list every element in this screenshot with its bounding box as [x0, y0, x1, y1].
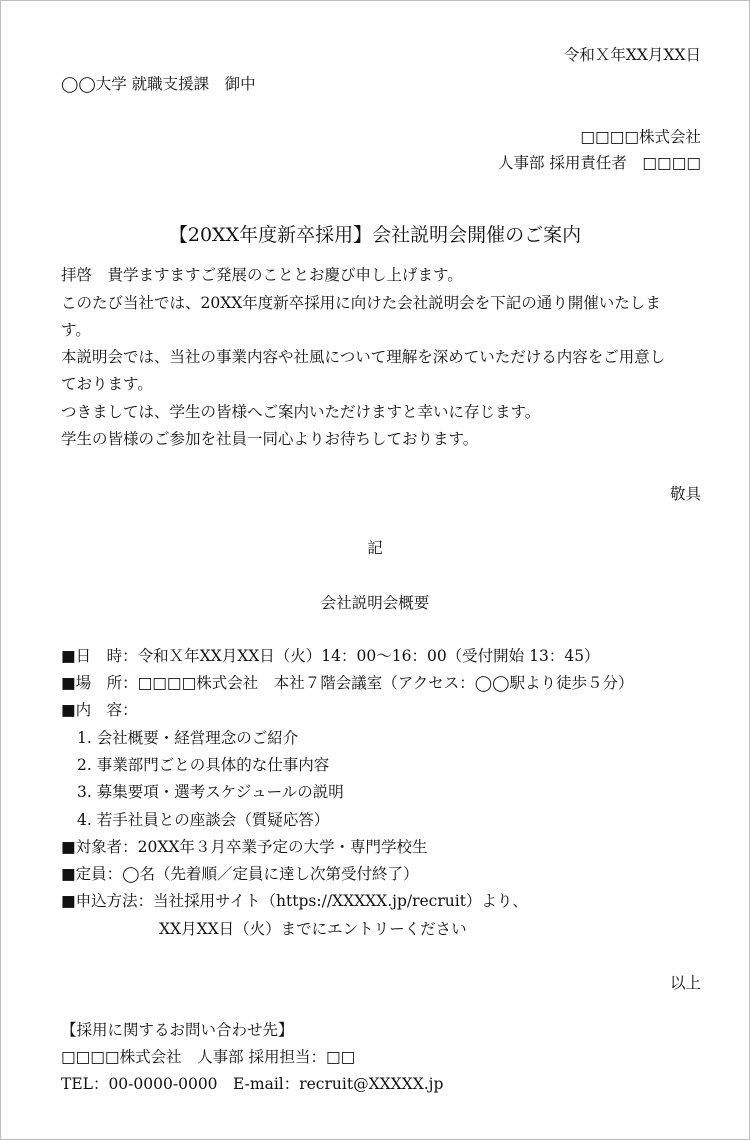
detail-content-label: ■内 容： — [61, 701, 138, 719]
content-item: 2. 事業部門ごとの具体的な仕事内容 — [77, 756, 330, 774]
detail-target: ■対象者：20XX年３月卒業予定の大学・専門学校生 — [61, 838, 428, 856]
contact-line: □□□□株式会社 人事部 採用担当：□□ — [61, 1048, 356, 1066]
body-line: 拝啓 貴学ますますご発展のこととお慶び申し上げます。 — [61, 266, 463, 284]
content-item: 1. 会社概要・経営理念のご紹介 — [77, 729, 299, 747]
body-line: ております。 — [61, 375, 153, 393]
overview-title: 会社説明会概要 — [320, 594, 430, 612]
sender-person: 人事部 採用責任者 □□□□ — [497, 154, 701, 172]
document-date: 令和Ｘ年XX月XX日 — [563, 46, 701, 64]
body-line: 学生の皆様のご参加を社員一同心よりお待ちしております。 — [61, 430, 479, 448]
closing-keigu: 敬具 — [669, 485, 701, 503]
body-line: 本説明会では、当社の事業内容や社風について理解を深めていただける内容をご用意し — [61, 348, 666, 366]
document-title: 【20XX年度新卒採用】会社説明会開催のご案内 — [168, 224, 582, 246]
detail-apply-line1: ■申込方法：当社採用サイト（https://XXXXX.jp/recruit）より、 — [61, 892, 528, 910]
sender-company: □□□□株式会社 — [580, 128, 701, 146]
body-line: このたび当社では、20XX年度新卒採用に向けた会社説明会を下記の通り開催いたしま — [61, 294, 661, 312]
content-item: 4. 若手社員との座談会（質疑応答） — [77, 811, 330, 829]
contact-heading: 【採用に関するお問い合わせ先】 — [61, 1021, 294, 1039]
detail-capacity: ■定員：◯名（先着順／定員に達し次第受付終了） — [61, 865, 419, 883]
ki-mark: 記 — [367, 539, 383, 557]
end-mark: 以上 — [669, 974, 701, 992]
content-item: 3. 募集要項・選考スケジュールの説明 — [77, 783, 344, 801]
body-line: す。 — [61, 321, 91, 339]
recipient: ◯◯大学 就職支援課 御中 — [61, 75, 256, 93]
body-line: つきましては、学生の皆様へご案内いただけますと幸いに存じます。 — [61, 403, 541, 421]
detail-place: ■場 所：□□□□株式会社 本社７階会議室（アクセス：◯◯駅より徒歩５分） — [61, 674, 634, 692]
contact-line: TEL：00-0000-0000 E-mail：recruit@XXXXX.jp — [61, 1075, 444, 1093]
detail-datetime: ■日 時：令和Ｘ年XX月XX日（火）14：00〜16：00（受付開始 13：45） — [61, 647, 600, 665]
detail-apply-line2: XX月XX日（火）までにエントリーください — [159, 920, 467, 938]
